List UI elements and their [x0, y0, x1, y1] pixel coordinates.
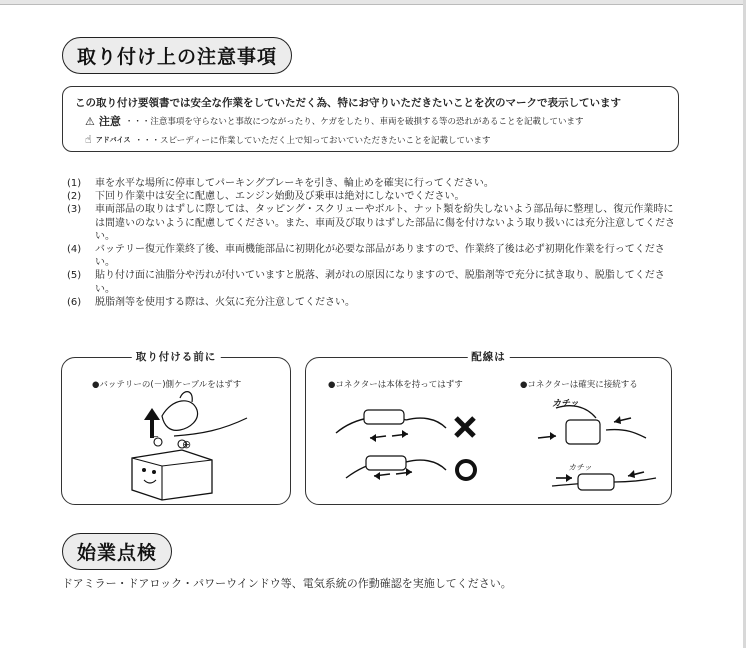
plus-terminal-label: ⊕: [182, 438, 192, 451]
wiring-caption-left: ●コネクターは本体を持ってはずす: [328, 380, 463, 390]
list-item-text: バッテリー復元作業終了後、車両機能部品に初期化が必要な部品がありますので、作業終了後は必ず初期化作業を行ってください。: [95, 244, 665, 269]
inspection-text: ドアミラー・ドアロック・パワーウインドウ等、電気系統の作動確認を実施してください。: [62, 577, 512, 590]
caution-label: 注意: [98, 115, 121, 128]
before-install-panel: [61, 351, 291, 505]
list-item: [67, 243, 677, 269]
page-top-edge: [0, 0, 746, 5]
before-install-title: 取り付ける前に: [132, 349, 221, 364]
precautions-list: [67, 177, 677, 309]
notice-header: この取り付け要領書では安全な作業をしていただく為、特にお守りいただきたいことを次のマークで表示しています: [75, 97, 621, 109]
list-item-text: 貼り付け面に油脂分や汚れが付いていますと脱落、剥がれの原因になりますので、脱脂剤等で充分に拭き取り、脱脂してください。: [95, 270, 665, 295]
list-item: [67, 203, 677, 243]
list-item: [67, 269, 677, 295]
list-item: [67, 296, 677, 309]
list-item-number: (6): [67, 296, 82, 308]
wiring-panel: [305, 351, 672, 505]
list-item-text: 車両部品の取りはずしに際しては、タッピング・スクリューやボルト、ナット類を紛失しないよう部品毎に整理し、復元作業時には間違いのないように配慮してください。また、車両及び取りはずした部品に傷を付けないよう取り扱いには充分注意してください。: [95, 204, 675, 242]
connector-illustration: [306, 358, 673, 506]
list-item-text: 車を水平な場所に停車してパーキングブレーキを引き、輪止めを確実に行ってください。: [95, 178, 494, 189]
notice-box: [62, 86, 679, 152]
warning-triangle-icon: ⚠: [85, 114, 95, 128]
list-item: [67, 177, 677, 190]
pointing-hand-icon: ☝: [85, 133, 92, 146]
click-sound-2: カチッ: [568, 463, 592, 472]
wiring-title: 配線は: [467, 349, 510, 364]
list-item-number: (3): [67, 204, 82, 216]
notice-advice-row: [85, 133, 491, 146]
inspection-title: 始業点検: [62, 533, 172, 570]
battery-caption: ●バッテリーの(－)側ケーブルをはずす: [92, 380, 242, 390]
section-title: 取り付け上の注意事項: [62, 37, 292, 74]
advice-label: アドバイス: [95, 135, 131, 144]
battery-illustration: [62, 358, 292, 506]
list-item-text: 下回り作業中は安全に配慮し、エンジン始動及び乗車は絶対にしないでください。: [95, 191, 465, 203]
minus-terminal-label: －: [150, 433, 160, 443]
list-item-number: (1): [67, 178, 82, 189]
notice-caution-row: [85, 113, 584, 129]
caution-text: ・・・注意事項を守らないと事故につながったり、ケガをしたり、車両を破損する等の恐れがあることを記載しています: [124, 117, 584, 127]
list-item: [67, 190, 677, 203]
advice-text: ・・・スピーディーに作業していただく上で知っておいていただきたいことを記載しています: [134, 135, 491, 146]
wiring-caption-right: ●コネクターは確実に接続する: [520, 380, 638, 390]
click-sound-1: カチッ: [552, 399, 579, 409]
list-item-number: (4): [67, 244, 82, 256]
list-item-number: (5): [67, 270, 82, 282]
list-item-number: (2): [67, 191, 82, 203]
list-item-text: 脱脂剤等を使用する際は、火気に充分注意してください。: [95, 296, 355, 308]
